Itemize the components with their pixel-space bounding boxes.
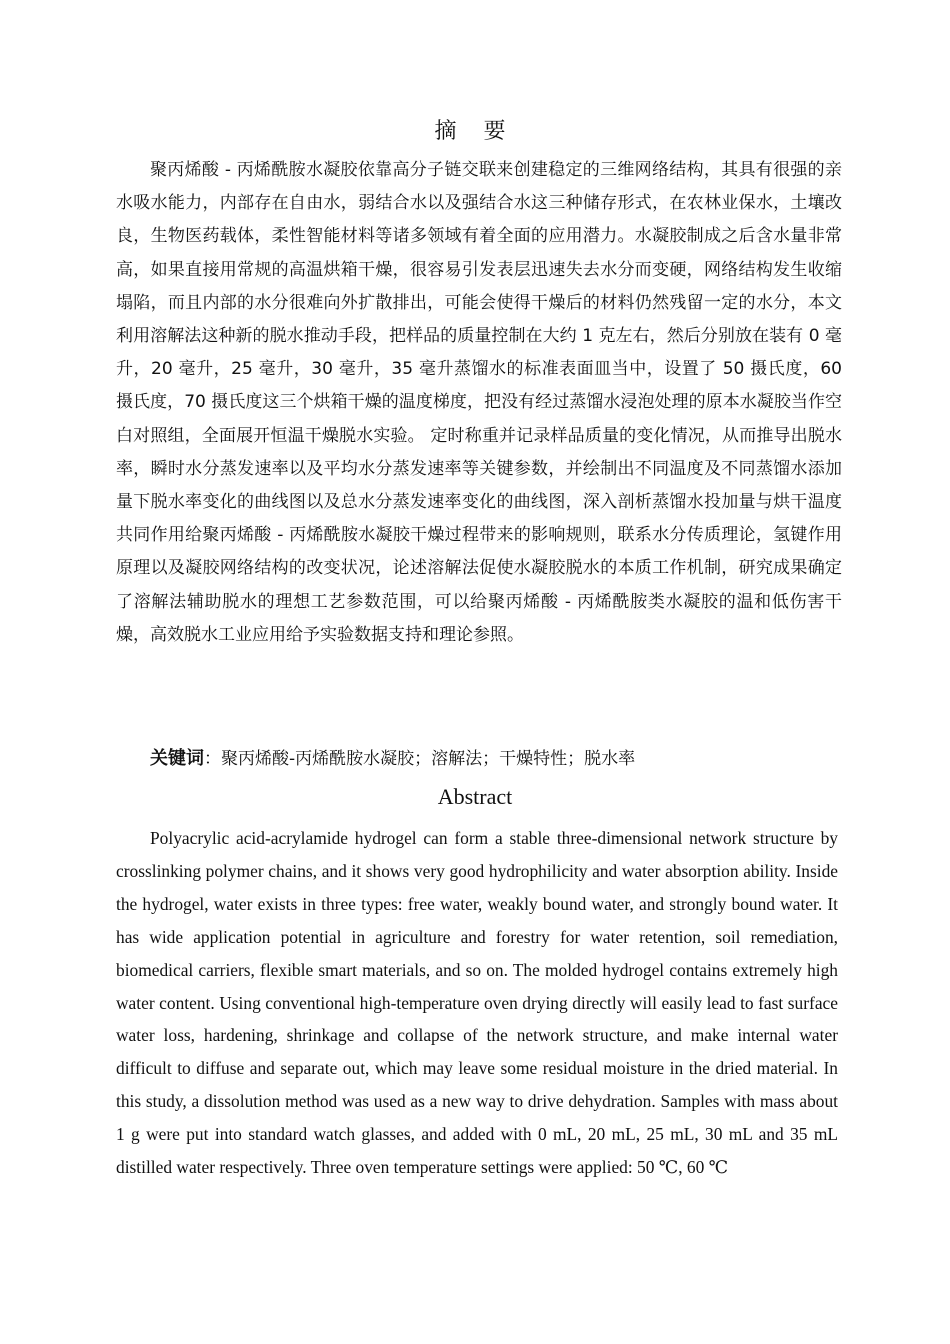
keywords-label: 关键词	[150, 748, 204, 769]
abstract-zh-title: 摘 要	[434, 119, 516, 144]
keywords-line	[150, 744, 635, 774]
abstract-en-body: Polyacrylic acid-acrylamide hydrogel can form a stable three-dimensional network structure by crosslinking polymer chains, and it shows very good hydrophilicity and water absorption ability. Inside the hydrogel, water exists in three types: free water, weakly bound water, and strongly bound water. It has wide application potential in agriculture and forestry for water retention, soil remediation, biomedical carriers, flexible smart materials, and so on. The molded hydrogel contains extremely high water content. Using conventional high-temperature oven drying directly will easily lead to fast surface water loss, hardening, shrinkage and collapse of the network structure, and make internal water difficult to diffuse and separate out, which may leave some residual moisture in the dried material. In this study, a dissolution method was used as a new way to drive dehydration. Samples with mass about 1 g were put into standard watch glasses, and added with 0 mL, 20 mL, 25 mL, 30 mL and 35 mL distilled water respectively. Three oven temperature settings were applied: 50 ℃, 60 ℃	[116, 828, 838, 1178]
abstract-en-title: Abstract	[437, 784, 513, 809]
keywords-colon: ：	[204, 749, 221, 769]
abstract-zh-body: 聚丙烯酸 - 丙烯酰胺水凝胶依靠高分子链交联来创建稳定的三维网络结构，其具有很强的亲水吸水能力，内部存在自由水，弱结合水以及强结合水这三种储存形式，在农林业保水，土壤改良，生物医药载体，柔性智能材料等诸多领域有着全面的应用潜力。水凝胶制成之后含水量非常高，如果直接用常规的高温烘箱干燥，很容易引发表层迅速失去水分而变硬，网络结构发生收缩塌陷，而且内部的水分很难向外扩散排出，可能会使得干燥后的材料仍然残留一定的水分，本文利用溶解法这种新的脱水推动手段，把样品的质量控制在大约 1 克左右，然后分别放在装有 0 毫升，20 毫升，25 毫升，30 毫升，35 毫升蒸馏水的标准表面皿当中，设置了 50 摄氏度，60 摄氏度，70 摄氏度这三个烘箱干燥的温度梯度，把没有经过蒸馏水浸泡处理的原本水凝胶当作空白对照组，全面展开恒温干燥脱水实验。 定时称重并记录样品质量的变化情况，从而推导出脱水率，瞬时水分蒸发速率以及平均水分蒸发速率等关键参数，并绘制出不同温度及不同蒸馏水添加量下脱水率变化的曲线图以及总水分蒸发速率变化的曲线图，深入剖析蒸馏水投加量与烘干温度共同作用给聚丙烯酸 - 丙烯酰胺水凝胶干燥过程带来的影响规则，联系水分传质理论，氢键作用原理以及凝胶网络结构的改变状况，论述溶解法促使水凝胶脱水的本质工作机制，研究成果确定了溶解法辅助脱水的理想工艺参数范围，可以给聚丙烯酸 - 丙烯酰胺类水凝胶的温和低伤害干燥，高效脱水工业应用给予实验数据支持和理论参照。	[116, 160, 842, 645]
keywords-text: 聚丙烯酸-丙烯酰胺水凝胶；溶解法；干燥特性；脱水率	[221, 749, 636, 769]
